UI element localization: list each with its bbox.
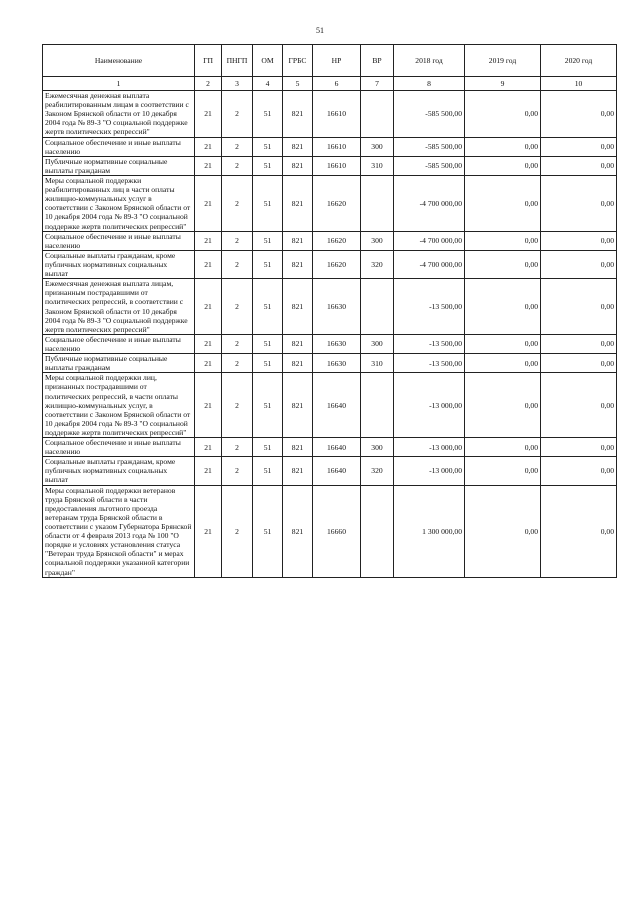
row-nr-cell: 16620 (313, 250, 361, 278)
row-om-cell: 51 (253, 91, 283, 138)
column-number: 9 (465, 77, 541, 91)
table-row (43, 334, 617, 353)
row-2018-cell: -4 700 000,00 (394, 175, 465, 231)
row-vr-cell (361, 373, 394, 438)
column-number: 1 (43, 77, 195, 91)
row-pngp-cell: 2 (222, 438, 253, 457)
row-name-cell: Социальные выплаты гражданам, кроме публичных нормативных социальных выплат (43, 457, 195, 485)
row-name-cell: Социальное обеспечение и иные выплаты населению (43, 137, 195, 156)
row-grbs-cell: 821 (283, 250, 313, 278)
row-pngp-cell: 2 (222, 457, 253, 485)
row-2018-cell: -585 500,00 (394, 91, 465, 138)
row-vr-cell: 320 (361, 457, 394, 485)
column-number: 8 (394, 77, 465, 91)
row-gp-cell: 21 (195, 137, 222, 156)
row-name-cell: Социальное обеспечение и иные выплаты населению (43, 334, 195, 353)
row-vr-cell: 320 (361, 250, 394, 278)
row-pngp-cell: 2 (222, 156, 253, 175)
row-nr-cell: 16640 (313, 438, 361, 457)
table-row (43, 354, 617, 373)
row-nr-cell: 16630 (313, 334, 361, 353)
row-2018-cell: -13 500,00 (394, 279, 465, 335)
header-2018: 2018 год (394, 45, 465, 77)
row-name-cell: Меры социальной поддержки лиц, признанных пострадавшими от политических репрессий, в части оплаты жилищно-коммунальных услуг, в соответствии с Законом Брянской области от 10 декабря 2004 года № 89-З "О социальной поддержке жертв политических репрессий" (43, 373, 195, 438)
row-grbs-cell: 821 (283, 373, 313, 438)
row-name-cell: Меры социальной поддержки ветеранов труда Брянской области в части предоставления льготного проезда ветеранам труда Брянской области в соответствии с указом Губернатора Брянской области от 4 февраля 2013 года № 100 "О порядке и условиях установления статуса "Ветеран труда Брянской области" и мерах социальной поддержки указанной категории граждан" (43, 485, 195, 577)
row-vr-cell (361, 175, 394, 231)
table-row (43, 485, 617, 577)
row-2020-cell: 0,00 (541, 137, 617, 156)
row-2019-cell: 0,00 (465, 91, 541, 138)
table-row (43, 250, 617, 278)
table-row (43, 457, 617, 485)
row-2020-cell: 0,00 (541, 334, 617, 353)
row-gp-cell: 21 (195, 175, 222, 231)
row-nr-cell: 16640 (313, 373, 361, 438)
row-grbs-cell: 821 (283, 438, 313, 457)
row-gp-cell: 21 (195, 373, 222, 438)
row-om-cell: 51 (253, 438, 283, 457)
row-nr-cell: 16610 (313, 156, 361, 175)
row-nr-cell: 16620 (313, 175, 361, 231)
row-pngp-cell: 2 (222, 175, 253, 231)
row-2018-cell: -585 500,00 (394, 137, 465, 156)
header-gp: ГП (195, 45, 222, 77)
row-grbs-cell: 821 (283, 137, 313, 156)
row-2019-cell: 0,00 (465, 334, 541, 353)
row-om-cell: 51 (253, 457, 283, 485)
row-nr-cell: 16660 (313, 485, 361, 577)
row-vr-cell: 300 (361, 334, 394, 353)
column-number: 4 (253, 77, 283, 91)
table-body (43, 77, 617, 578)
column-number: 10 (541, 77, 617, 91)
page-number: 51 (316, 26, 324, 35)
table-row (43, 231, 617, 250)
row-gp-cell: 21 (195, 91, 222, 138)
row-om-cell: 51 (253, 373, 283, 438)
row-pngp-cell: 2 (222, 231, 253, 250)
row-2020-cell: 0,00 (541, 373, 617, 438)
header-pngp: ПНГП (222, 45, 253, 77)
column-number-row (43, 77, 617, 91)
row-om-cell: 51 (253, 175, 283, 231)
row-vr-cell: 310 (361, 156, 394, 175)
row-grbs-cell: 821 (283, 354, 313, 373)
row-name-cell: Социальное обеспечение и иные выплаты населению (43, 438, 195, 457)
row-2018-cell: -585 500,00 (394, 156, 465, 175)
table-row (43, 156, 617, 175)
row-gp-cell: 21 (195, 334, 222, 353)
row-2018-cell: -13 000,00 (394, 438, 465, 457)
header-vr: ВР (361, 45, 394, 77)
row-2019-cell: 0,00 (465, 279, 541, 335)
row-2018-cell: -13 000,00 (394, 373, 465, 438)
budget-table (42, 44, 617, 578)
header-nr: НР (313, 45, 361, 77)
row-vr-cell (361, 485, 394, 577)
column-number: 5 (283, 77, 313, 91)
row-2019-cell: 0,00 (465, 231, 541, 250)
header-om: ОМ (253, 45, 283, 77)
row-name-cell: Социальное обеспечение и иные выплаты населению (43, 231, 195, 250)
row-2019-cell: 0,00 (465, 354, 541, 373)
row-vr-cell (361, 279, 394, 335)
row-om-cell: 51 (253, 334, 283, 353)
row-pngp-cell: 2 (222, 373, 253, 438)
row-2020-cell: 0,00 (541, 438, 617, 457)
row-pngp-cell: 2 (222, 137, 253, 156)
table-row (43, 137, 617, 156)
row-grbs-cell: 821 (283, 457, 313, 485)
row-vr-cell: 310 (361, 354, 394, 373)
row-nr-cell: 16630 (313, 354, 361, 373)
table-row (43, 279, 617, 335)
row-name-cell: Ежемесячная денежная выплата лицам, признанным пострадавшими от политических репрессий, в соответствии с Законом Брянской области от 10 декабря 2004 года № 89-З "О социальной поддержке жертв политических репрессий" (43, 279, 195, 335)
row-gp-cell: 21 (195, 457, 222, 485)
row-om-cell: 51 (253, 485, 283, 577)
column-number: 2 (195, 77, 222, 91)
row-2018-cell: -4 700 000,00 (394, 250, 465, 278)
row-om-cell: 51 (253, 156, 283, 175)
row-pngp-cell: 2 (222, 485, 253, 577)
row-vr-cell (361, 91, 394, 138)
column-number: 6 (313, 77, 361, 91)
row-name-cell: Публичные нормативные социальные выплаты гражданам (43, 156, 195, 175)
row-nr-cell: 16610 (313, 137, 361, 156)
row-name-cell: Публичные нормативные социальные выплаты гражданам (43, 354, 195, 373)
row-2020-cell: 0,00 (541, 485, 617, 577)
table-row (43, 91, 617, 138)
row-2020-cell: 0,00 (541, 279, 617, 335)
row-name-cell: Меры социальной поддержки реабилитированных лиц в части оплаты жилищно-коммунальных услуг в соответствии с Законом Брянской области от 10 декабря 2004 года № 89-З "О социальной поддержке жертв политических репрессий" (43, 175, 195, 231)
row-2020-cell: 0,00 (541, 457, 617, 485)
row-2020-cell: 0,00 (541, 231, 617, 250)
row-om-cell: 51 (253, 250, 283, 278)
row-2019-cell: 0,00 (465, 156, 541, 175)
column-number: 7 (361, 77, 394, 91)
row-om-cell: 51 (253, 231, 283, 250)
row-2019-cell: 0,00 (465, 485, 541, 577)
row-pngp-cell: 2 (222, 91, 253, 138)
row-gp-cell: 21 (195, 279, 222, 335)
column-number: 3 (222, 77, 253, 91)
row-grbs-cell: 821 (283, 334, 313, 353)
row-pngp-cell: 2 (222, 354, 253, 373)
row-vr-cell: 300 (361, 137, 394, 156)
row-grbs-cell: 821 (283, 485, 313, 577)
row-gp-cell: 21 (195, 156, 222, 175)
row-gp-cell: 21 (195, 438, 222, 457)
row-grbs-cell: 821 (283, 279, 313, 335)
row-2019-cell: 0,00 (465, 137, 541, 156)
row-2019-cell: 0,00 (465, 457, 541, 485)
row-2020-cell: 0,00 (541, 91, 617, 138)
row-om-cell: 51 (253, 354, 283, 373)
row-gp-cell: 21 (195, 485, 222, 577)
row-nr-cell: 16640 (313, 457, 361, 485)
row-name-cell: Социальные выплаты гражданам, кроме публичных нормативных социальных выплат (43, 250, 195, 278)
row-om-cell: 51 (253, 137, 283, 156)
table-row (43, 373, 617, 438)
row-2018-cell: -13 500,00 (394, 334, 465, 353)
row-2019-cell: 0,00 (465, 373, 541, 438)
header-2020: 2020 год (541, 45, 617, 77)
row-grbs-cell: 821 (283, 91, 313, 138)
table-row (43, 438, 617, 457)
header-row (43, 45, 617, 77)
row-2020-cell: 0,00 (541, 156, 617, 175)
row-nr-cell: 16620 (313, 231, 361, 250)
row-pngp-cell: 2 (222, 250, 253, 278)
header-2019: 2019 год (465, 45, 541, 77)
row-pngp-cell: 2 (222, 334, 253, 353)
row-grbs-cell: 821 (283, 156, 313, 175)
row-vr-cell: 300 (361, 438, 394, 457)
row-2018-cell: -13 000,00 (394, 457, 465, 485)
row-om-cell: 51 (253, 279, 283, 335)
row-2020-cell: 0,00 (541, 250, 617, 278)
row-nr-cell: 16630 (313, 279, 361, 335)
row-2019-cell: 0,00 (465, 175, 541, 231)
table-row (43, 175, 617, 231)
row-gp-cell: 21 (195, 354, 222, 373)
row-2019-cell: 0,00 (465, 438, 541, 457)
header-name: Наименование (43, 45, 195, 77)
row-2018-cell: -4 700 000,00 (394, 231, 465, 250)
row-gp-cell: 21 (195, 231, 222, 250)
row-2018-cell: -13 500,00 (394, 354, 465, 373)
row-2019-cell: 0,00 (465, 250, 541, 278)
row-gp-cell: 21 (195, 250, 222, 278)
row-2020-cell: 0,00 (541, 354, 617, 373)
row-grbs-cell: 821 (283, 231, 313, 250)
row-vr-cell: 300 (361, 231, 394, 250)
row-2018-cell: 1 300 000,00 (394, 485, 465, 577)
row-grbs-cell: 821 (283, 175, 313, 231)
row-2020-cell: 0,00 (541, 175, 617, 231)
row-nr-cell: 16610 (313, 91, 361, 138)
row-name-cell: Ежемесячная денежная выплата реабилитированным лицам в соответствии с Законом Брянской области от 10 декабря 2004 года № 89-З "О социальной поддержке жертв политических репрессий" (43, 91, 195, 138)
row-pngp-cell: 2 (222, 279, 253, 335)
header-grbs: ГРБС (283, 45, 313, 77)
